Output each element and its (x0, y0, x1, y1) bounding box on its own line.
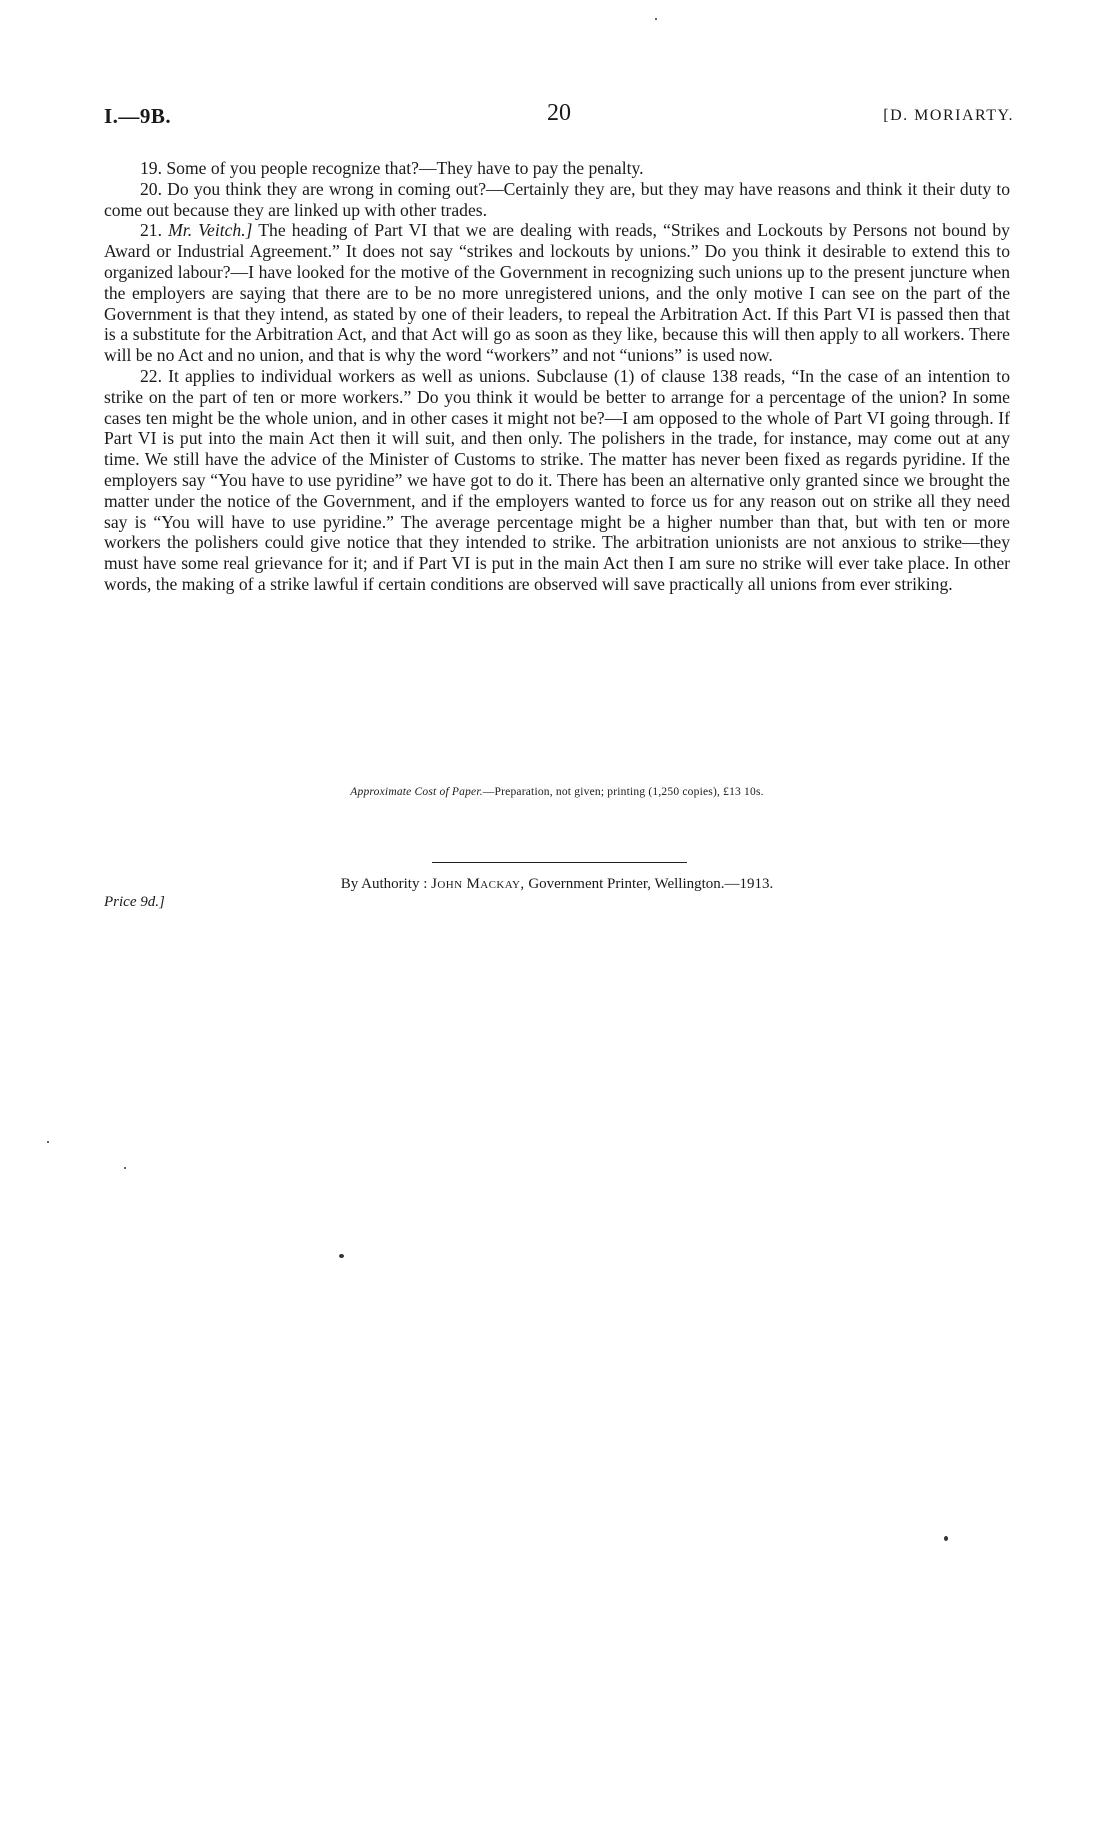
paper-reference: I.—9B. (104, 104, 172, 128)
divider-rule (432, 862, 687, 863)
question-22: 22. It applies to individual workers as well as unions. Subclause (1) of clause 138 reads, “In the case of an intention to strike on the part of ten or more workers.” Do you think it would be better to arrange for a percentage of the union? In some cases ten might be the whole union, and in other cases it might not be?—I am opposed to the whole of Part VI going through. If Part VI is put into the main Act then it will suit, and then only. The polishers in the trade, for instance, may come out at any time. We still have the advice of the Minister of Customs to strike. The matter has never been fixed as regards pyridine. If the employers say “You have to use pyridine” we have got to do it. There has been an alternative only granted since we brought the matter under the notice of the Government, and if the employers wanted to force us for any reason out on strike all they need say is “You will have to use pyridine.” The average percentage might be a higher number than that, but with ten or more workers the polishers could give notice that they intended to strike. The arbitration unionists are not anxious to strike—they must have some real grievance for it; and if Part VI is put in the main Act then I am sure no strike will ever take place. In other words, the making of a strike lawful if certain conditions are observed will save practically all unions from ever striking. (104, 365, 1010, 594)
evidence-body (104, 158, 1010, 595)
cost-details: —Preparation, not given; printing (1,250 copies), £13 10s. (482, 786, 764, 798)
speaker-name: Mr. Veitch.] (168, 220, 253, 241)
scan-speck (47, 1141, 49, 1143)
printer-name: John Mackay, (431, 876, 525, 892)
question-19: 19. Some of you people recognize that?—They have to pay the penalty. (140, 158, 644, 178)
page-number: 20 (547, 100, 571, 126)
scan-speck (655, 18, 657, 20)
scan-speck (124, 1167, 126, 1169)
cost-label: Approximate Cost of Paper. (350, 786, 483, 798)
scan-speck (339, 1254, 344, 1258)
question-number: 21. (140, 220, 162, 241)
cost-of-paper-note (104, 786, 1010, 798)
question-20: 20. Do you think they are wrong in coming out?—Certainly they are, but they may have reasons and think it their duty to come out because they are linked up with other trades. (104, 178, 1010, 220)
running-header (104, 100, 1014, 132)
question-21: 21. Mr. Veitch.] The heading of Part VI that we are dealing with reads, “Strikes and Lockouts by Persons not bound by Award or Industrial Agreement.” It does not say “strikes and lockouts by unions.” Do you think it desirable to extend this to organized labour?—I have looked for the motive of the Government in recognizing such unions up to the present juncture when the employers are saying that there are to be no more unregistered unions, and the only motive I can see on the part of the Government is that they intend, as stated by one of their leaders, to repeal the Arbitration Act. If this Part VI is passed then that is a substitute for the Arbitration Act, and that Act will go as soon as they like, because this will then apply to all workers. There will be no Act and no union, and that is why the word “workers” and not “unions” is used now. (104, 220, 1010, 366)
price-note: Price 9d.] (104, 894, 165, 910)
authority-imprint: By Authority : John Mackay, Government Printer, Wellington.—1913. (340, 876, 774, 892)
witness-name: [D. MORIARTY. (883, 107, 1014, 124)
scan-speck (944, 1536, 948, 1541)
